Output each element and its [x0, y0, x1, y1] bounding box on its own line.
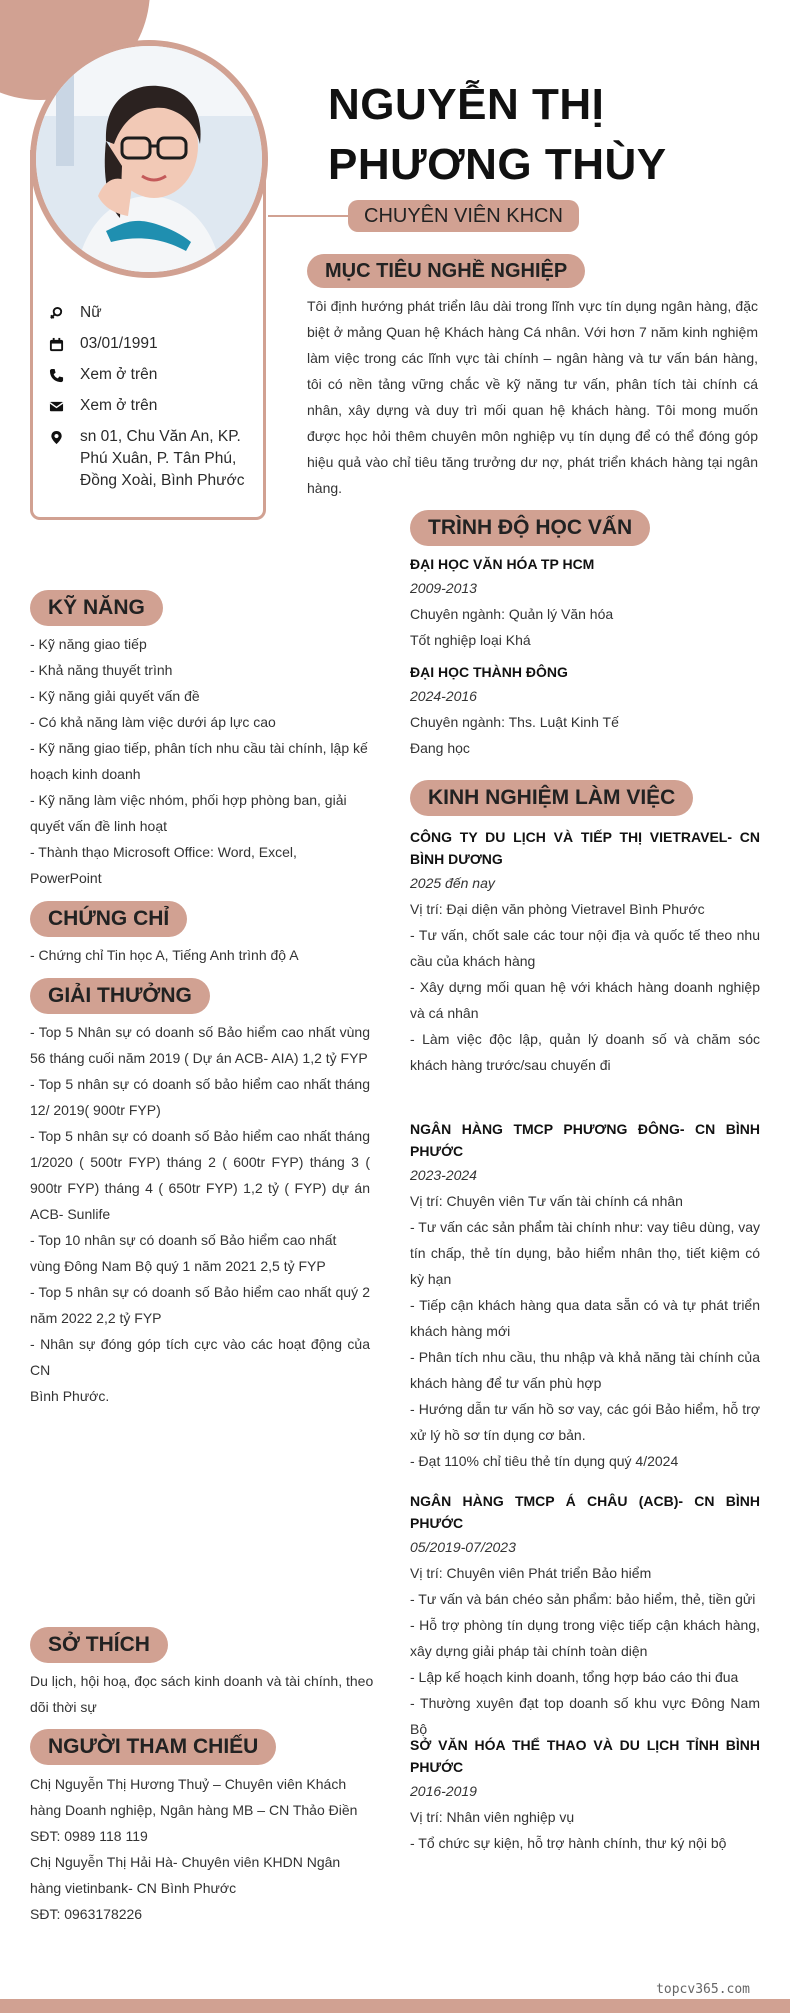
email-value: Xem ở trên — [80, 397, 158, 414]
experience-line: - Tư vấn, chốt sale các tour nội địa và quốc tế theo nhu cầu của khách hàng — [410, 927, 760, 969]
education-list — [410, 553, 760, 761]
skill-item: - Kỹ năng giao tiếp, phân tích nhu cầu tài chính, lập kế hoạch kinh doanh — [30, 740, 368, 782]
hobbies-heading: SỞ THÍCH — [30, 1627, 168, 1663]
school-name: ĐẠI HỌC THÀNH ĐÔNG — [410, 664, 568, 680]
company-name: SỞ VĂN HÓA THỂ THAO VÀ DU LỊCH TỈNH BÌNH PHƯỚC — [410, 1737, 760, 1775]
contact-list — [48, 302, 258, 501]
award-item: - Top 5 nhân sự có doanh số bảo hiểm cao nhất tháng 12/ 2019( 900tr FYP) — [30, 1076, 370, 1118]
skill-item: - Kỹ năng giao tiếp — [30, 636, 147, 652]
company-name: CÔNG TY DU LỊCH VÀ TIẾP THỊ VIETRAVEL- CN BÌNH DƯƠNG — [410, 829, 760, 867]
skills-list — [30, 631, 370, 891]
dob-value: 03/01/1991 — [80, 335, 158, 352]
experience-entry — [410, 826, 760, 1078]
skill-item: - Kỹ năng giải quyết vấn đề — [30, 688, 200, 704]
gender-value: Nữ — [80, 304, 102, 321]
experience-line: - Tổ chức sự kiện, hỗ trợ hành chính, thư ký nội bộ — [410, 1835, 727, 1851]
certificates-heading: CHỨNG CHỈ — [30, 901, 187, 937]
award-item: - Nhân sự đóng góp tích cực vào các hoạt động của CN — [30, 1336, 370, 1378]
name-line-1: NGUYỄN THỊ — [328, 80, 605, 129]
contact-email — [48, 395, 258, 417]
skills-heading: KỸ NĂNG — [30, 590, 163, 626]
award-item: - Top 5 nhân sự có doanh số Bảo hiểm cao nhất quý 2 năm 2022 2,2 tỷ FYP — [30, 1284, 370, 1326]
objective-text: Tôi định hướng phát triển lâu dài trong lĩnh vực tín dụng ngân hàng, đặc biệt ở mảng Quan hệ Khách hàng Cá nhân. Với hơn 7 năm kinh nghiệm làm việc trong các lĩnh vực tài chính – ngân hàng và tư vấn bán hàng, tôi có nền tảng vững chắc về kỹ năng tư vấn, phân tích tài chính cá nhân, xây dựng và duy trì mối quan hệ khách hàng. Tôi mong muốn được học hỏi thêm chuyên môn nghiệp vụ tín dụng để có thể đóng góp hiệu quả vào chỉ tiêu tăng trưởng dư nợ, phát triển khách hàng tại ngân hàng. — [307, 298, 758, 496]
phone-value: Xem ở trên — [80, 366, 158, 383]
reference-item: Chị Nguyễn Thị Hương Thuỷ – Chuyên viên Khách hàng Doanh nghiệp, Ngân hàng MB – CN Thảo Điền — [30, 1776, 358, 1818]
watermark: topcv365.com — [656, 1982, 750, 1997]
experience-line: - Lập kế hoạch kinh doanh, tổng hợp báo cáo thi đua — [410, 1669, 739, 1685]
experience-period: 2023-2024 — [410, 1167, 477, 1183]
email-icon — [48, 395, 64, 417]
experience-line: - Đạt 110% chỉ tiêu thẻ tín dụng quý 4/2024 — [410, 1453, 679, 1469]
education-heading: TRÌNH ĐỘ HỌC VẤN — [410, 510, 650, 546]
location-icon — [48, 426, 64, 448]
award-item: - Top 10 nhân sự có doanh số Bảo hiểm cao nhất vùng Đông Nam Bộ quý 1 năm 2021 2,5 tỷ FYP — [30, 1232, 337, 1274]
experience-entry — [410, 1490, 760, 1742]
experience-line: - Thường xuyên đạt top doanh số khu vực Đông Nam Bộ — [410, 1695, 760, 1737]
school-name: ĐẠI HỌC VĂN HÓA TP HCM — [410, 556, 595, 572]
experience-line: Vị trí: Chuyên viên Tư vấn tài chính cá nhân — [410, 1193, 683, 1209]
experience-period: 2016-2019 — [410, 1783, 477, 1799]
experience-line: - Phân tích nhu cầu, thu nhập và khả năng tài chính của khách hàng để tư vấn phù hợp — [410, 1349, 760, 1391]
company-name: NGÂN HÀNG TMCP Á CHÂU (ACB)- CN BÌNH PHƯỚC — [410, 1493, 760, 1531]
experience-line: - Làm việc độc lập, quản lý doanh số và chăm sóc khách hàng trước/sau chuyến đi — [410, 1031, 760, 1073]
education-line: Đang học — [410, 740, 470, 756]
experience-line: - Tư vấn và bán chéo sản phẩm: bảo hiểm, thẻ, tiền gửi — [410, 1591, 756, 1607]
hobbies-text: Du lịch, hội hoạ, đọc sách kinh doanh và tài chính, theo dõi thời sự — [30, 1673, 374, 1715]
education-line: Tốt nghiệp loại Khá — [410, 632, 531, 648]
experience-entry — [410, 1734, 760, 1856]
experience-period: 05/2019-07/2023 — [410, 1539, 516, 1555]
phone-icon — [48, 364, 64, 386]
certificates-text: - Chứng chỉ Tin học A, Tiếng Anh trình độ A — [30, 947, 299, 963]
objective-heading: MỤC TIÊU NGHỀ NGHIỆP — [307, 254, 585, 288]
address-value: sn 01, Chu Văn An, KP. Phú Xuân, P. Tân Phú, Đồng Xoài, Bình Phước — [80, 428, 245, 489]
job-title: CHUYÊN VIÊN KHCN — [348, 200, 579, 232]
experience-line: Vị trí: Nhân viên nghiệp vụ — [410, 1809, 575, 1825]
experience-line: Vị trí: Chuyên viên Phát triển Bảo hiểm — [410, 1565, 652, 1581]
experience-line: Vị trí: Đại diện văn phòng Vietravel Bình Phước — [410, 901, 705, 917]
education-line: Chuyên ngành: Ths. Luật Kinh Tế — [410, 714, 619, 730]
reference-item: Chị Nguyễn Thị Hải Hà- Chuyên viên KHDN Ngân hàng vietinbank- CN Bình Phước — [30, 1854, 341, 1896]
education-period: 2009-2013 — [410, 580, 477, 596]
experience-line: - Hướng dẫn tư vấn hồ sơ vay, các gói Bảo hiểm, hỗ trợ xử lý hồ sơ tín dụng cơ bản. — [410, 1401, 760, 1443]
awards-heading: GIẢI THƯỞNG — [30, 978, 210, 1014]
reference-phone: SĐT: 0989 118 119 — [30, 1828, 148, 1844]
experience-line: - Hỗ trợ phòng tín dụng trong việc tiếp cận khách hàng, xây dựng giải pháp tài chính toàn diện — [410, 1617, 760, 1659]
references-list — [30, 1771, 375, 1927]
skill-item: - Kỹ năng làm việc nhóm, phối hợp phòng ban, giải quyết vấn đề linh hoạt — [30, 792, 347, 834]
award-item: - Top 5 nhân sự có doanh số Bảo hiểm cao nhất tháng 1/2020 ( 500tr FYP) tháng 2 ( 600tr FYP) tháng 3 ( 900tr FYP) tháng 4 ( 650tr FYP) 1,2 tỷ ( FYP) dự án ACB- Sunlife — [30, 1128, 370, 1222]
contact-dob — [48, 333, 258, 355]
reference-phone: SĐT: 0963178226 — [30, 1906, 143, 1922]
experience-line: - Xây dựng mối quan hệ với khách hàng doanh nghiệp và cá nhân — [410, 979, 760, 1021]
education-entry — [410, 553, 760, 653]
education-line: Chuyên ngành: Quản lý Văn hóa — [410, 606, 614, 622]
skill-item: - Có khả năng làm việc dưới áp lực cao — [30, 714, 276, 730]
award-item: - Top 5 Nhân sự có doanh số Bảo hiểm cao nhất vùng 56 tháng cuối năm 2019 ( Dự án ACB- AIA) 1,2 tỷ FYP — [30, 1024, 370, 1066]
experience-line: - Tiếp cận khách hàng qua data sẵn có và tự phát triển khách hàng mới — [410, 1297, 760, 1339]
education-entry — [410, 661, 760, 761]
avatar — [30, 40, 268, 278]
bottom-bar — [0, 1999, 790, 2013]
references-heading: NGƯỜI THAM CHIẾU — [30, 1729, 276, 1765]
company-name: NGÂN HÀNG TMCP PHƯƠNG ĐÔNG- CN BÌNH PHƯỚC — [410, 1121, 760, 1159]
gender-icon — [48, 302, 64, 324]
skill-item: - Thành thạo Microsoft Office: Word, Excel, PowerPoint — [30, 844, 297, 886]
avatar-photo — [36, 46, 262, 272]
education-period: 2024-2016 — [410, 688, 477, 704]
award-item: Bình Phước. — [30, 1388, 110, 1404]
awards-list — [30, 1019, 370, 1409]
contact-gender — [48, 302, 258, 324]
experience-heading: KINH NGHIỆM LÀM VIỆC — [410, 780, 693, 816]
connector-line — [268, 215, 348, 217]
contact-phone — [48, 364, 258, 386]
candidate-name — [328, 75, 667, 195]
contact-address — [48, 426, 258, 492]
portrait-illustration — [36, 46, 262, 272]
skill-item: - Khả năng thuyết trình — [30, 662, 173, 678]
experience-period: 2025 đến nay — [410, 875, 495, 891]
experience-line: - Tư vấn các sản phẩm tài chính như: vay tiêu dùng, vay tín chấp, thẻ tín dụng, bảo hiểm nhân thọ, tiết kiệm có kỳ hạn — [410, 1219, 761, 1287]
name-line-2: PHƯƠNG THÙY — [328, 140, 667, 189]
experience-entry — [410, 1118, 760, 1474]
calendar-icon — [48, 333, 64, 355]
